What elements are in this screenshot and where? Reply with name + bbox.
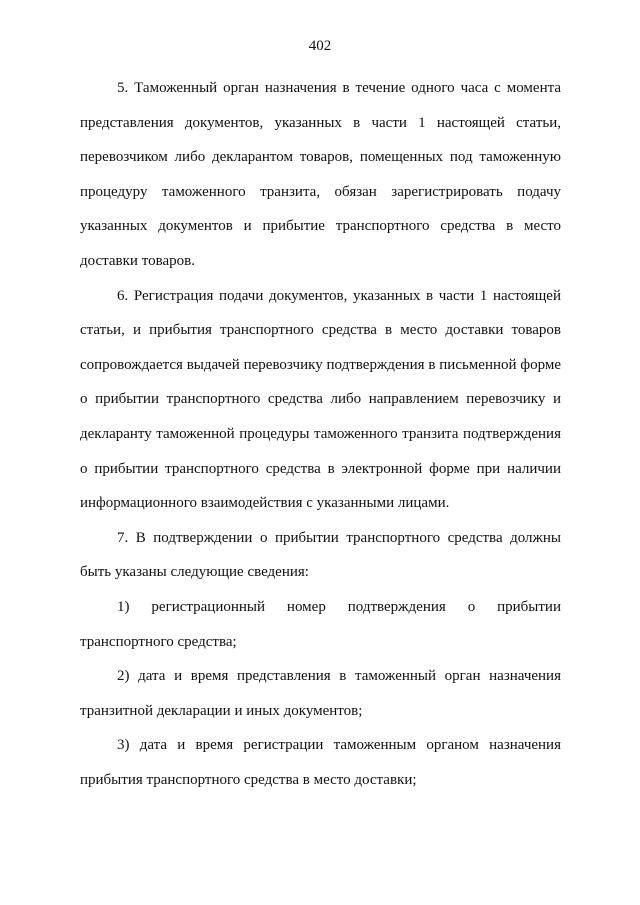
- list-item-1: 1) регистрационный номер подтверждения о прибытии транспортного средства;: [80, 598, 561, 650]
- page-number: 402: [308, 38, 332, 54]
- list-item-3: 3) дата и время регистрации таможенным органом назначения прибытия транспортного средства в место доставки;: [80, 737, 561, 788]
- paragraph-6: 6. Регистрация подачи документов, указанных в части 1 настоящей статьи, и прибытия транспортного средства в место доставки товаров сопровождается выдачей перевозчику подтверждения в письменной форме о прибытии транспортного средства либо направлением перевозчику и декларанту таможенной процедуры таможенного транзита подтверждения о прибытии транспортного средства в электронной форме при наличии информационного взаимодействия с указанными лицами.: [80, 287, 561, 512]
- paragraph-7: 7. В подтверждении о прибытии транспортного средства должны быть указаны следующие сведения:: [80, 529, 561, 581]
- article-text: [80, 71, 561, 797]
- paragraph-5: 5. Таможенный орган назначения в течение одного часа с момента представления документов, указанных в части 1 настоящей статьи, перевозчиком либо декларантом товаров, помещенных под таможенную процедуру таможенного транзита, обязан зарегистрировать подачу указанных документов и прибытие транспортного средства в место доставки товаров.: [80, 80, 561, 269]
- list-item-2: 2) дата и время представления в таможенный орган назначения транзитной декларации и иных документов;: [80, 668, 561, 719]
